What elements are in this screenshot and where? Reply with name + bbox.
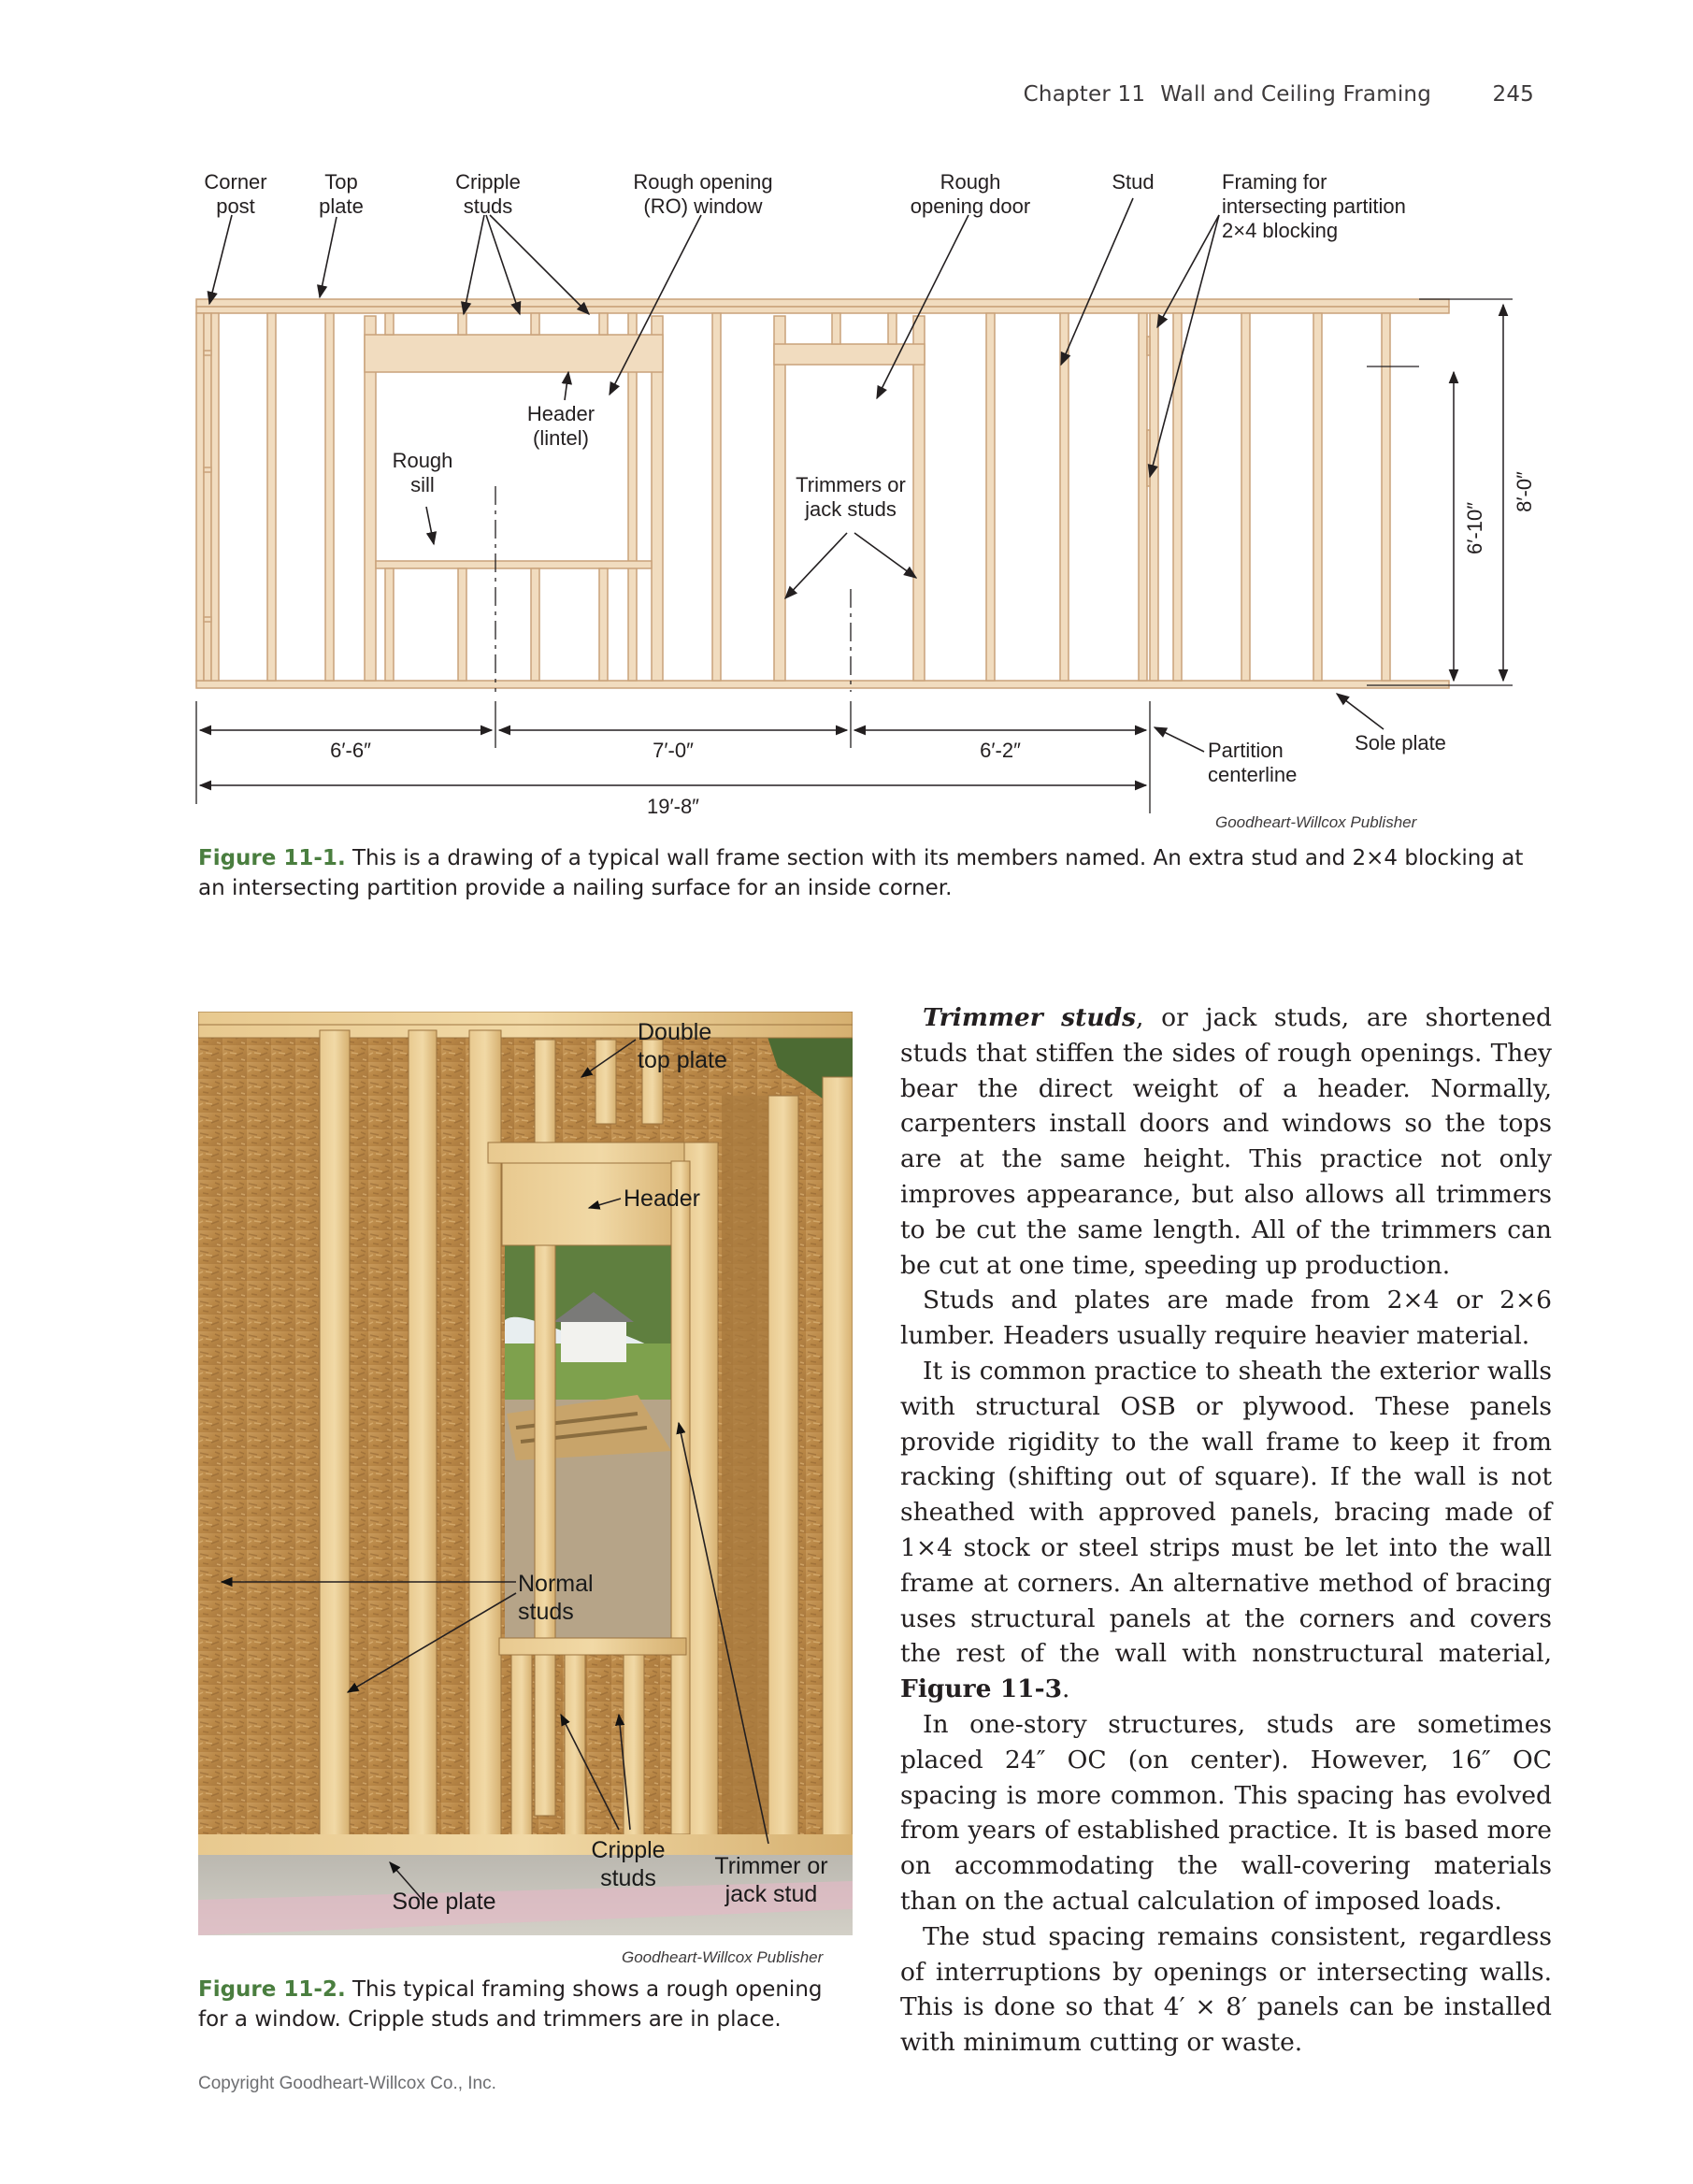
pointer-stud <box>1061 198 1133 365</box>
pointer-sole-plate <box>1337 694 1384 729</box>
pointer-header <box>565 372 568 400</box>
rough-sill <box>499 1638 686 1655</box>
stud <box>1060 313 1069 681</box>
rough-sill <box>376 561 652 568</box>
stud <box>823 1077 853 1844</box>
label-partition-centerline: Partition centerline <box>1208 739 1298 786</box>
label-rough-opening-window: Rough opening (RO) window <box>633 170 773 218</box>
label-double-top-plate: Double top plate <box>638 1019 727 1073</box>
corner-post <box>211 313 219 681</box>
figure-number: Figure 11-2. <box>198 1977 346 2002</box>
stud <box>1382 313 1390 681</box>
cripple-stud <box>599 568 608 681</box>
paragraph-text: It is common practice to sheath the exterior walls with structural OSB or plywood. These panels provide rigidity to the wall frame to keep it from racking (shifting out of square). If the wall is not sheathed with approved panels, bracing made of 1×4 stock or steel strips must be let into the wall frame at corners. An alternative method of bracing uses structural panels at the corners and covers the rest of the wall with nonstructural material, <box>900 1356 1552 1669</box>
stud <box>1313 313 1322 681</box>
pointer-partition-centerline <box>1155 727 1204 752</box>
cripple-stud <box>888 313 897 344</box>
pointer-trimmer <box>785 533 847 598</box>
cripple-stud <box>511 1655 532 1837</box>
dimension-6ft-10in: 6′-10″ <box>1463 502 1486 554</box>
paragraph-trimmer-studs <box>900 1000 1552 1283</box>
corner-block <box>204 617 211 622</box>
top-plate-double <box>196 307 1449 313</box>
label-rough-opening-door: Rough opening door <box>910 170 1031 218</box>
corner-post <box>196 313 204 681</box>
page-number: 245 <box>1492 82 1534 107</box>
stud <box>1241 313 1250 681</box>
cripple-stud <box>565 1655 585 1837</box>
stud <box>267 313 276 681</box>
door-trimmer-left <box>774 316 785 681</box>
cripple-stud <box>458 568 466 681</box>
body-text <box>900 1000 1552 2061</box>
label-trimmer: Trimmer or jack stud <box>714 1853 828 1907</box>
label-header: Header <box>624 1185 700 1212</box>
dimension-6ft-2in: 6′-2″ <box>980 739 1021 762</box>
stud <box>712 313 721 681</box>
figure-11-1-caption <box>198 843 1554 903</box>
dimension-7ft-0in: 7′-0″ <box>653 739 694 762</box>
label-rough-sill: Rough sill <box>392 449 453 496</box>
pointer-top-plate <box>320 217 337 297</box>
paragraph-lumber: Studs and plates are made from 2×4 or 2×6 lumber. Headers usually require heavier material. <box>900 1286 1552 1351</box>
figure-11-1-credit: Goodheart-Willcox Publisher <box>1215 813 1417 831</box>
cripple-stud <box>458 313 466 335</box>
cripple-stud <box>385 313 394 335</box>
wall-frame-diagram <box>187 150 1561 860</box>
header-top <box>488 1142 714 1163</box>
top-plate <box>198 1012 853 1025</box>
top-plate <box>196 299 1449 307</box>
figure-1-dimensions <box>196 299 1536 818</box>
partition-stud <box>1150 313 1158 681</box>
stud <box>1173 313 1182 681</box>
label-cripple-studs: Cripple studs <box>591 1837 666 1891</box>
window-header <box>365 335 663 372</box>
dimension-8ft-0in: 8′-0″ <box>1513 471 1536 512</box>
top-plate <box>198 1025 853 1038</box>
trimmer-stud <box>671 1161 690 1834</box>
cripple-stud <box>531 313 539 335</box>
label-sole-plate: Sole plate <box>1355 731 1446 754</box>
paragraph-consistent-spacing: The stud spacing remains consistent, regardless of interruptions by openings or intersecting walls. This is done so that 4′ × 8′ panels can be installed with minimum cutting or waste. <box>900 1921 1552 2058</box>
pointer-corner-post <box>209 215 232 304</box>
figure-11-2-caption <box>198 1975 853 2034</box>
paragraph-sheathing <box>900 1354 1552 1707</box>
door-trimmer-right <box>913 316 925 681</box>
figure-11-1-drawing <box>187 150 1561 860</box>
paragraph-stud-spacing: In one-story structures, studs are sometimes placed 24″ OC (on center). However, 16″ OC spacing is more common. This spacing has evolved from years of established practice. It is based more on accommodating the wall-covering materials than on the actual calculation of imposed loads. <box>900 1709 1552 1916</box>
running-head <box>693 82 1534 107</box>
figure-11-2-credit: Goodheart-Willcox Publisher <box>622 1948 824 1966</box>
label-normal-studs: Normal studs <box>518 1571 594 1625</box>
sole-plate <box>196 681 1449 688</box>
framing-photo <box>198 1012 853 1935</box>
copyright-notice: Copyright Goodheart-Willcox Co., Inc. <box>198 2074 496 2093</box>
cripple-stud <box>624 1655 644 1837</box>
stud <box>986 313 995 681</box>
corner-post <box>204 313 211 681</box>
cripple-stud <box>595 1040 616 1124</box>
label-stud: Stud <box>1112 170 1155 194</box>
stud <box>320 1030 350 1844</box>
term-trimmer-studs: Trimmer studs <box>923 1003 1137 1032</box>
label-framing-partition: Framing for intersecting partition 2×4 blocking <box>1222 170 1406 242</box>
stud <box>409 1030 437 1844</box>
pointer-trimmer <box>854 533 916 578</box>
label-header: Header (lintel) <box>526 402 595 450</box>
cripple-stud <box>832 313 840 344</box>
stud <box>768 1096 798 1844</box>
label-top-plate: Top plate <box>319 170 364 218</box>
stud <box>325 313 334 681</box>
corner-block <box>204 351 211 355</box>
pointer-partition-blocking <box>1150 215 1219 477</box>
chapter-title: Wall and Ceiling Framing <box>1160 82 1431 107</box>
label-sole-plate: Sole plate <box>392 1889 496 1915</box>
caption-text: This typical framing shows a rough opening for a window. Cripple studs and trimmers are in place. <box>198 1977 823 2032</box>
figure-1-labels <box>204 170 1446 786</box>
caption-text: This is a drawing of a typical wall frame section with its members named. An extra stud and 2×4 blocking at an intersecting partition provide a nailing surface for an inside corner. <box>198 846 1524 900</box>
cripple-stud <box>599 313 608 335</box>
blocking <box>1147 430 1150 486</box>
figure-reference[interactable]: Figure 11-3 <box>900 1674 1063 1704</box>
blocking <box>1147 337 1150 355</box>
label-corner-post: Corner post <box>204 170 267 218</box>
partition-stud <box>1139 313 1147 681</box>
dimension-19ft-8in: 19′-8″ <box>647 795 699 818</box>
corner-block <box>204 467 211 472</box>
paragraph-text: , or jack studs, are shortened studs that stiffen the sides of rough openings. They bear the direct weight of a header. Normally, carpenters install doors and windows so the tops are at the same height. This practice not only improves appearance, but also allows all trimmers to be cut the same length. All of the trimmers can be cut at one time, speeding up production. <box>900 1003 1552 1280</box>
dimension-6ft-6in: 6′-6″ <box>330 739 371 762</box>
figure-11-2-photo <box>198 1012 853 1935</box>
chapter-number: Chapter 11 <box>1023 82 1146 107</box>
cripple-stud <box>385 568 394 681</box>
paragraph-end: . <box>1062 1674 1070 1704</box>
label-cripple-studs: Cripple studs <box>455 170 521 218</box>
pointer-rough-sill <box>426 507 434 544</box>
label-trimmers: Trimmers or jack studs <box>796 473 906 521</box>
figure-number: Figure 11-1. <box>198 846 346 870</box>
cripple-stud <box>531 568 539 681</box>
